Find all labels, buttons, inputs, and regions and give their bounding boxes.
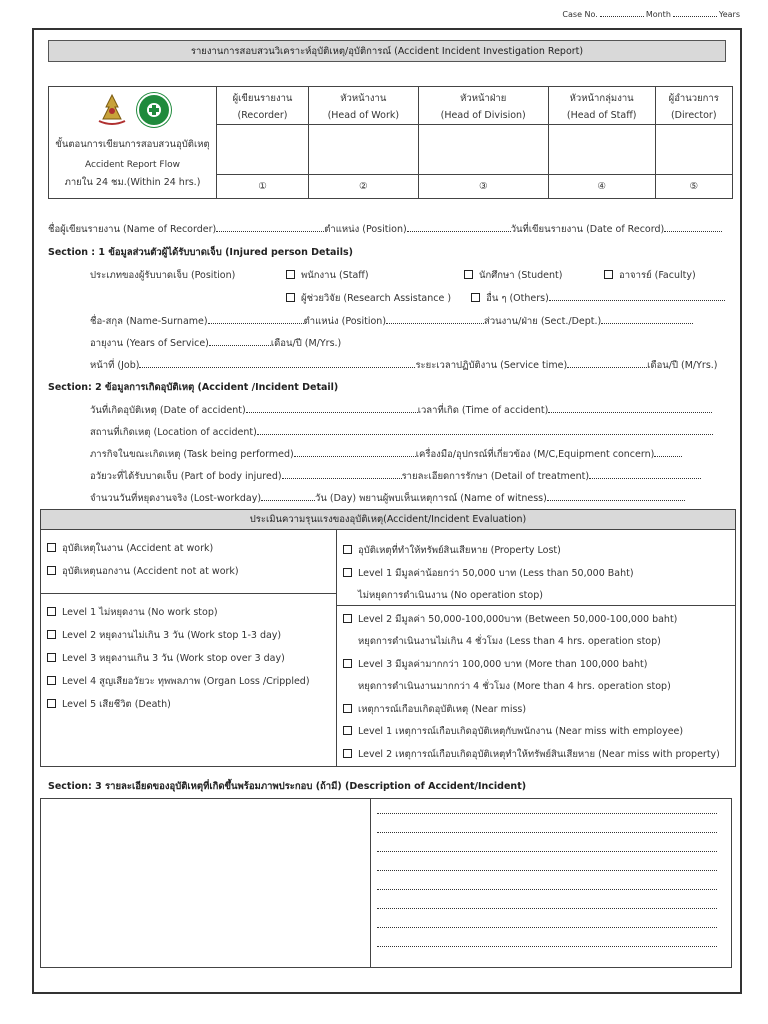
accident-not-at-work-option[interactable]: อุบัติเหตุนอกงาน (Accident not at work) [47,564,239,579]
checkbox[interactable] [343,704,352,713]
property-level-3-note: หยุดการดำเนินงานมากกว่า 4 ชั่วโมง (More than 4 hrs. operation stop) [358,681,671,692]
injury-level-2-option[interactable]: Level 2 หยุดงานไม่เกิน 3 วัน (Work stop 1-3 day) [47,628,281,643]
role-header-director: ผู้อำนวยการ (Director) [655,87,732,125]
research-assistant-checkbox[interactable] [286,293,295,302]
report-frame [32,28,742,994]
checkbox[interactable] [47,543,56,552]
job-field[interactable] [139,358,415,368]
near-miss-level-1-option[interactable]: Level 1 เหตุการณ์เกือบเกิดอุบัติเหตุกับพนักงาน (Near miss with employee) [343,724,683,739]
case-no-field[interactable] [600,9,644,17]
witness-field[interactable] [547,491,685,501]
record-date-field[interactable] [664,222,722,232]
checkbox[interactable] [343,726,352,735]
student-checkbox[interactable] [464,270,473,279]
flow-label-en: Accident Report Flow [85,160,180,170]
property-level-2-note: หยุดการดำเนินงานไม่เกิน 4 ชั่วโมง (Less than 4 hrs. operation stop) [358,636,661,647]
equipment-field[interactable] [654,447,682,457]
step-number: ⑤ [655,175,732,199]
section3-title: Section: 3 รายละเอียดของอุบัติเหตุที่เกิดขึ้นพร้อมภาพประกอบ (ถ้ามี) (Description of Accident/Incident) [48,781,527,792]
description-box [40,798,732,968]
accident-date-field[interactable] [246,403,418,413]
description-line[interactable] [377,851,717,852]
lost-workday-field[interactable] [261,491,315,501]
property-level-1-option[interactable]: Level 1 มีมูลค่าน้อยกว่า 50,000 บาท (Less than 50,000 Baht) [343,566,634,581]
signature-box-head-of-work[interactable] [309,125,419,175]
accident-time-field[interactable] [548,403,712,413]
checkbox[interactable] [47,699,56,708]
case-no-label: Case No. [562,10,598,19]
step-number: ① [217,175,309,199]
evaluation-left [41,530,337,766]
years-of-service-field[interactable] [209,336,271,346]
name-row: ชื่อ-สกุล (Name-Surname) ตำแหน่ง (Position) ส่วนงาน/ฝ่าย (Sect./Dept.) [90,314,693,329]
description-line[interactable] [377,870,717,871]
checkbox[interactable] [343,568,352,577]
evaluation-right [337,530,735,766]
case-header [562,9,740,19]
treatment-field[interactable] [589,469,701,479]
property-lost-option[interactable]: อุบัติเหตุที่ทำให้ทรัพย์สินเสียหาย (Property Lost) [343,543,561,558]
job-row: หน้าที่ (Job) ระยะเวลาปฏิบัติงาน (Service time) เดือน/ปี (M/Yrs.) [90,360,718,371]
service-years-row: อายุงาน (Years of Service) เดือน/ปี (M/Yrs.) [90,338,342,349]
years-label: Years [718,10,740,19]
step-number: ④ [548,175,655,199]
department-field[interactable] [601,314,693,324]
description-line[interactable] [377,813,717,814]
month-field[interactable] [673,9,717,17]
body-part-row: อวัยวะที่ได้รับบาดเจ็บ (Part of body injured) รายละเอียดการรักษา (Detail of treatment) [90,469,701,484]
flow-time: ภายใน 24 ชม.(Within 24 hrs.) [64,177,201,188]
signature-box-head-of-staff[interactable] [548,125,655,175]
others-field[interactable] [549,291,725,301]
recorder-position-field[interactable] [407,222,511,232]
staff-checkbox[interactable] [286,270,295,279]
property-level-2-option[interactable]: Level 2 มีมูลค่า 50,000-100,000บาท (Between 50,000-100,000 baht) [343,612,677,627]
signature-box-recorder[interactable] [217,125,309,175]
injury-level-1-option[interactable]: Level 1 ไม่หยุดงาน (No work stop) [47,605,218,620]
injury-level-4-option[interactable]: Level 4 สูญเสียอวัยวะ ทุพพลภาพ (Organ Loss /Crippled) [47,674,310,689]
position-type-row2: ผู้ช่วยวิจัย (Research Assistance ) อื่น ๆ (Others) [286,291,725,306]
section1-title: Section : 1 ข้อมูลส่วนตัวผู้ได้รับบาดเจ็บ (Injured person Details) [48,247,353,258]
near-miss-level-2-option[interactable]: Level 2 เหตุการณ์เกือบเกิดอุบัติเหตุทำให้ทรัพย์สินเสียหาย (Near miss with property) [343,747,720,762]
report-title: รายงานการสอบสวนวิเคราะห์อุบัติเหตุ/อุบัติการณ์ (Accident Incident Investigation Report) [48,40,726,62]
service-time-field[interactable] [567,358,647,368]
others-checkbox[interactable] [471,293,480,302]
recorder-row: ชื่อผู้เขียนรายงาน (Name of Recorder) ตำแหน่ง (Position) วันที่เขียนรายงาน (Date of Record) [48,222,722,237]
lost-workday-row: จำนวนวันที่หยุดงานจริง (Lost-workday) วัน (Day) พยานผู้พบเห็นเหตุการณ์ (Name of witness) [90,491,685,506]
task-row: ภารกิจในขณะเกิดเหตุ (Task being performed) เครื่องมือ/อุปกรณ์ที่เกี่ยวข้อง (M/C,Equipment concern) [90,447,682,462]
faculty-checkbox[interactable] [604,270,613,279]
location-row: สถานที่เกิดเหตุ (Location of accident) [90,425,713,440]
location-field[interactable] [257,425,713,435]
accident-date-row: วันที่เกิดอุบัติเหตุ (Date of accident) เวลาที่เกิด (Time of accident) [90,403,712,418]
description-line[interactable] [377,889,717,890]
role-header-head-of-staff: หัวหน้ากลุ่มงาน (Head of Staff) [548,87,655,125]
role-header-head-of-work: หัวหน้างาน (Head of Work) [309,87,419,125]
evaluation-title: ประเมินความรุนแรงของอุบัติเหตุ(Accident/Incident Evaluation) [41,510,735,530]
injured-name-field[interactable] [208,314,304,324]
injured-position-field[interactable] [386,314,484,324]
flow-label-th: ขั้นตอนการเขียนการสอบสวนอุบัติเหตุ [55,139,210,150]
checkbox[interactable] [343,614,352,623]
description-line[interactable] [377,908,717,909]
signature-box-director[interactable] [655,125,732,175]
signature-box-head-of-division[interactable] [418,125,548,175]
picture-area[interactable] [41,799,371,967]
checkbox[interactable] [343,659,352,668]
evaluation-box [40,509,736,767]
safety-cross-icon [137,93,171,127]
section2-title: Section: 2 ข้อมูลการเกิดอุบัติเหตุ (Accident /Incident Detail) [48,382,339,393]
recorder-name-field[interactable] [216,222,324,232]
step-number: ③ [418,175,548,199]
accident-at-work-option[interactable]: อุบัติเหตุในงาน (Accident at work) [47,541,213,556]
position-type-row: ประเภทของผู้รับบาดเจ็บ (Position) พนักงาน (Staff) นักศึกษา (Student) อาจารย์ (Faculty) [90,270,696,281]
task-field[interactable] [294,447,416,457]
month-label: Month [645,10,671,19]
injury-level-3-option[interactable]: Level 3 หยุดงานเกิน 3 วัน (Work stop over 3 day) [47,651,285,666]
body-part-field[interactable] [282,469,402,479]
approval-flow-table [48,86,733,199]
property-level-3-option[interactable]: Level 3 มีมูลค่ามากกว่า 100,000 บาท (More than 100,000 baht) [343,657,647,672]
injury-level-5-option[interactable]: Level 5 เสียชีวิต (Death) [47,697,171,712]
property-level-1-note: ไม่หยุดการดำเนินงาน (No operation stop) [358,590,543,601]
description-line[interactable] [377,946,717,947]
university-seal-icon [95,93,129,127]
checkbox[interactable] [47,653,56,662]
flow-label-cell [49,87,217,199]
step-number: ② [309,175,419,199]
checkbox[interactable] [343,749,352,758]
checkbox[interactable] [47,607,56,616]
checkbox[interactable] [343,545,352,554]
checkbox[interactable] [47,566,56,575]
role-header-recorder: ผู้เขียนรายงาน (Recorder) [217,87,309,125]
checkbox[interactable] [47,630,56,639]
role-header-head-of-division: หัวหน้าฝ่าย (Head of Division) [418,87,548,125]
checkbox[interactable] [47,676,56,685]
near-miss-option[interactable]: เหตุการณ์เกือบเกิดอุบัติเหตุ (Near miss) [343,702,526,717]
description-line[interactable] [377,927,717,928]
description-line[interactable] [377,832,717,833]
